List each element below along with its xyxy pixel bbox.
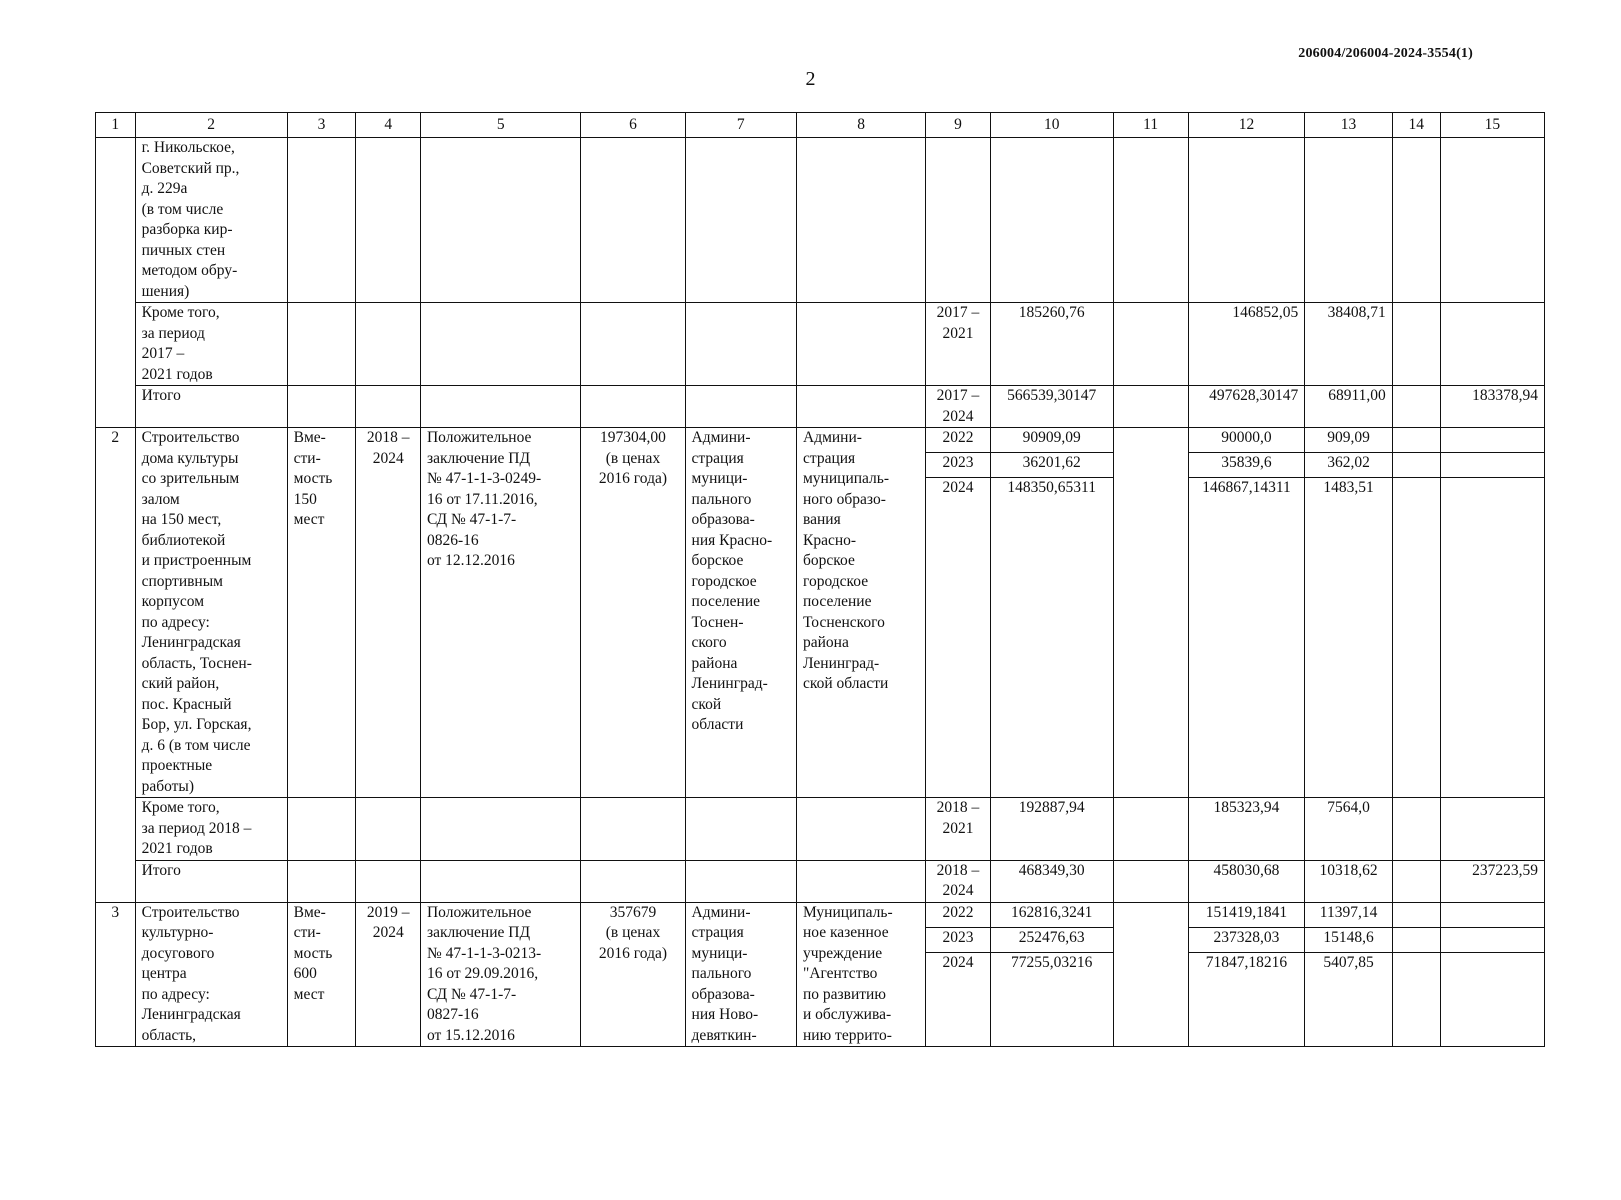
value-cell: 15148,6 — [1305, 927, 1393, 952]
year-cell: 2022 — [926, 428, 991, 453]
conclusion-cell: Положительное заключение ПД № 47-1-1-3-0249- 16 от 17.11.2016, СД № 47-1-7- 0826-16 от 12.12.2016 — [420, 428, 580, 798]
page-number: 2 — [805, 68, 816, 90]
period-cell: 2017 – 2024 — [926, 386, 991, 428]
table-cell — [685, 860, 796, 902]
capacity-cell: Вме- сти- мость 150 мест — [287, 428, 356, 798]
value-cell: 237223,59 — [1440, 860, 1544, 902]
table-cell — [1113, 798, 1188, 861]
table-cell — [420, 138, 580, 303]
value-cell: 192887,94 — [990, 798, 1113, 861]
table-cell — [797, 860, 926, 902]
cost-cell: 357679 (в ценах 2016 года) — [581, 902, 685, 1047]
table-cell — [420, 798, 580, 861]
col-header: 9 — [926, 113, 991, 138]
table-cell — [1392, 478, 1440, 798]
col-header: 4 — [356, 113, 421, 138]
table-cell — [356, 798, 421, 861]
table-cell — [1440, 138, 1544, 303]
col-header: 1 — [96, 113, 136, 138]
col-header: 2 — [135, 113, 287, 138]
col-header: 7 — [685, 113, 796, 138]
value-cell: 7564,0 — [1305, 798, 1393, 861]
value-cell: 162816,3241 — [990, 902, 1113, 927]
value-cell: 71847,18216 — [1188, 952, 1305, 1046]
value-cell: 362,02 — [1305, 453, 1393, 478]
table-cell — [1113, 138, 1188, 303]
value-cell: 146852,05 — [1188, 303, 1305, 386]
value-cell: 11397,14 — [1305, 902, 1393, 927]
table-cell — [1305, 138, 1393, 303]
year-cell: 2022 — [926, 902, 991, 927]
customer-cell: Админи- страция муници- пального образова- ния Ново- девяткин- — [685, 902, 796, 1047]
value-cell: 151419,1841 — [1188, 902, 1305, 927]
table-cell — [1113, 902, 1188, 1047]
table-cell — [287, 303, 356, 386]
object-name-cell: Строительство культурно- досугового центра по адресу: Ленинградская область, — [135, 902, 287, 1047]
col-header: 11 — [1113, 113, 1188, 138]
table-cell — [797, 138, 926, 303]
value-cell: 90909,09 — [990, 428, 1113, 453]
col-header: 14 — [1392, 113, 1440, 138]
value-cell: 183378,94 — [1440, 386, 1544, 428]
col-header: 15 — [1440, 113, 1544, 138]
col-header: 8 — [797, 113, 926, 138]
period-cell: 2019 – 2024 — [356, 902, 421, 1047]
table-cell — [1440, 428, 1544, 453]
register-table — [95, 112, 1545, 1047]
row-number-cell: 3 — [96, 902, 136, 1047]
period-cell: 2018 – 2021 — [926, 798, 991, 861]
col-header: 3 — [287, 113, 356, 138]
table-cell — [581, 860, 685, 902]
row-number-cell: 2 — [96, 428, 136, 903]
table-cell — [685, 386, 796, 428]
col-header: 10 — [990, 113, 1113, 138]
col-header: 5 — [420, 113, 580, 138]
value-cell: 237328,03 — [1188, 927, 1305, 952]
developer-cell: Муниципаль- ное казенное учреждение "Агентство по развитию и обслужива- нию террито- — [797, 902, 926, 1047]
table-cell — [685, 798, 796, 861]
table-cell — [1392, 428, 1440, 453]
table-cell — [1113, 386, 1188, 428]
header-row — [96, 113, 1545, 138]
object-name-cell: Строительство дома культуры со зрительным залом на 150 мест, библиотекой и пристроенным спортивным корпусом по адресу: Ленинградская область, Тоснен- ский район, пос. Красный Бор, ул. Горская, д. 6 (в том числе проектные работы) — [135, 428, 287, 798]
table-cell — [685, 303, 796, 386]
year-cell: 2023 — [926, 453, 991, 478]
table-row — [96, 303, 1545, 386]
customer-cell: Админи- страция муници- пального образова- ния Красно- борское городское поселение Тоснен- ского района Ленинград- ской области — [685, 428, 796, 798]
capacity-cell: Вме- сти- мость 600 мест — [287, 902, 356, 1047]
value-cell: 497628,30147 — [1188, 386, 1305, 428]
table-cell — [797, 386, 926, 428]
table-cell — [797, 798, 926, 861]
table-cell — [287, 798, 356, 861]
total-label: Итого — [135, 860, 287, 902]
table-row — [96, 386, 1545, 428]
table-cell — [1392, 902, 1440, 927]
value-cell: 77255,03216 — [990, 952, 1113, 1046]
table-row — [96, 798, 1545, 861]
row-number-cell — [96, 138, 136, 428]
year-cell: 2024 — [926, 952, 991, 1046]
value-cell: 252476,63 — [990, 927, 1113, 952]
value-cell: 1483,51 — [1305, 478, 1393, 798]
table-cell — [287, 138, 356, 303]
col-header: 6 — [581, 113, 685, 138]
object-name-cell: г. Никольское, Советский пр., д. 229а (в том числе разборка кир- пичных стен методом обру- шения) — [135, 138, 287, 303]
table-cell — [1113, 860, 1188, 902]
value-cell: 68911,00 — [1305, 386, 1393, 428]
table-cell — [990, 138, 1113, 303]
table-cell — [1440, 927, 1544, 952]
table-cell — [1440, 453, 1544, 478]
cost-cell: 197304,00 (в ценах 2016 года) — [581, 428, 685, 798]
value-cell: 566539,30147 — [990, 386, 1113, 428]
table-cell — [581, 386, 685, 428]
total-label: Итого — [135, 386, 287, 428]
table-cell — [287, 860, 356, 902]
period-cell: 2018 – 2024 — [926, 860, 991, 902]
table-cell — [420, 303, 580, 386]
period-cell: 2017 – 2021 — [926, 303, 991, 386]
value-cell: 35839,6 — [1188, 453, 1305, 478]
value-cell: 146867,14311 — [1188, 478, 1305, 798]
col-header: 12 — [1188, 113, 1305, 138]
table-cell — [1440, 902, 1544, 927]
table-cell — [797, 303, 926, 386]
value-cell: 185323,94 — [1188, 798, 1305, 861]
table-cell — [1392, 927, 1440, 952]
table-cell — [581, 798, 685, 861]
value-cell: 10318,62 — [1305, 860, 1393, 902]
table-cell — [1392, 453, 1440, 478]
document-id: 206004/206004-2024-3554(1) — [1298, 46, 1473, 61]
table-cell — [1440, 303, 1544, 386]
table-cell — [1392, 303, 1440, 386]
value-cell: 38408,71 — [1305, 303, 1393, 386]
extra-period-label: Кроме того, за период 2017 – 2021 годов — [135, 303, 287, 386]
table-cell — [356, 860, 421, 902]
table-row — [96, 860, 1545, 902]
year-cell: 2023 — [926, 927, 991, 952]
value-cell: 458030,68 — [1188, 860, 1305, 902]
value-cell: 148350,65311 — [990, 478, 1113, 798]
period-cell: 2018 – 2024 — [356, 428, 421, 798]
table-cell — [685, 138, 796, 303]
table-cell — [581, 138, 685, 303]
table-cell — [1392, 386, 1440, 428]
value-cell: 468349,30 — [990, 860, 1113, 902]
value-cell: 90000,0 — [1188, 428, 1305, 453]
developer-cell: Админи- страция муниципаль- ного образо- вания Красно- борское городское поселение Тосненского района Ленинград- ской области — [797, 428, 926, 798]
table-cell — [356, 386, 421, 428]
value-cell: 909,09 — [1305, 428, 1393, 453]
table-cell — [581, 303, 685, 386]
table-cell — [1188, 138, 1305, 303]
value-cell: 36201,62 — [990, 453, 1113, 478]
table-cell — [1392, 138, 1440, 303]
value-cell: 5407,85 — [1305, 952, 1393, 1046]
conclusion-cell: Положительное заключение ПД № 47-1-1-3-0213- 16 от 29.09.2016, СД № 47-1-7- 0827-16 от 15.12.2016 — [420, 902, 580, 1047]
table-row — [96, 428, 1545, 453]
table-cell — [1392, 860, 1440, 902]
table-cell — [356, 303, 421, 386]
table-cell — [1392, 952, 1440, 1046]
year-cell: 2024 — [926, 478, 991, 798]
register-table-wrapper — [95, 112, 1545, 1047]
table-cell — [420, 386, 580, 428]
table-cell — [420, 860, 580, 902]
col-header: 13 — [1305, 113, 1393, 138]
extra-period-label: Кроме того, за период 2018 – 2021 годов — [135, 798, 287, 861]
value-cell: 185260,76 — [990, 303, 1113, 386]
table-cell — [1440, 798, 1544, 861]
table-cell — [1113, 428, 1188, 798]
table-cell — [926, 138, 991, 303]
table-cell — [287, 386, 356, 428]
table-cell — [1440, 952, 1544, 1046]
table-row — [96, 902, 1545, 927]
table-row — [96, 138, 1545, 303]
table-cell — [1392, 798, 1440, 861]
table-cell — [1440, 478, 1544, 798]
table-cell — [1113, 303, 1188, 386]
table-cell — [356, 138, 421, 303]
